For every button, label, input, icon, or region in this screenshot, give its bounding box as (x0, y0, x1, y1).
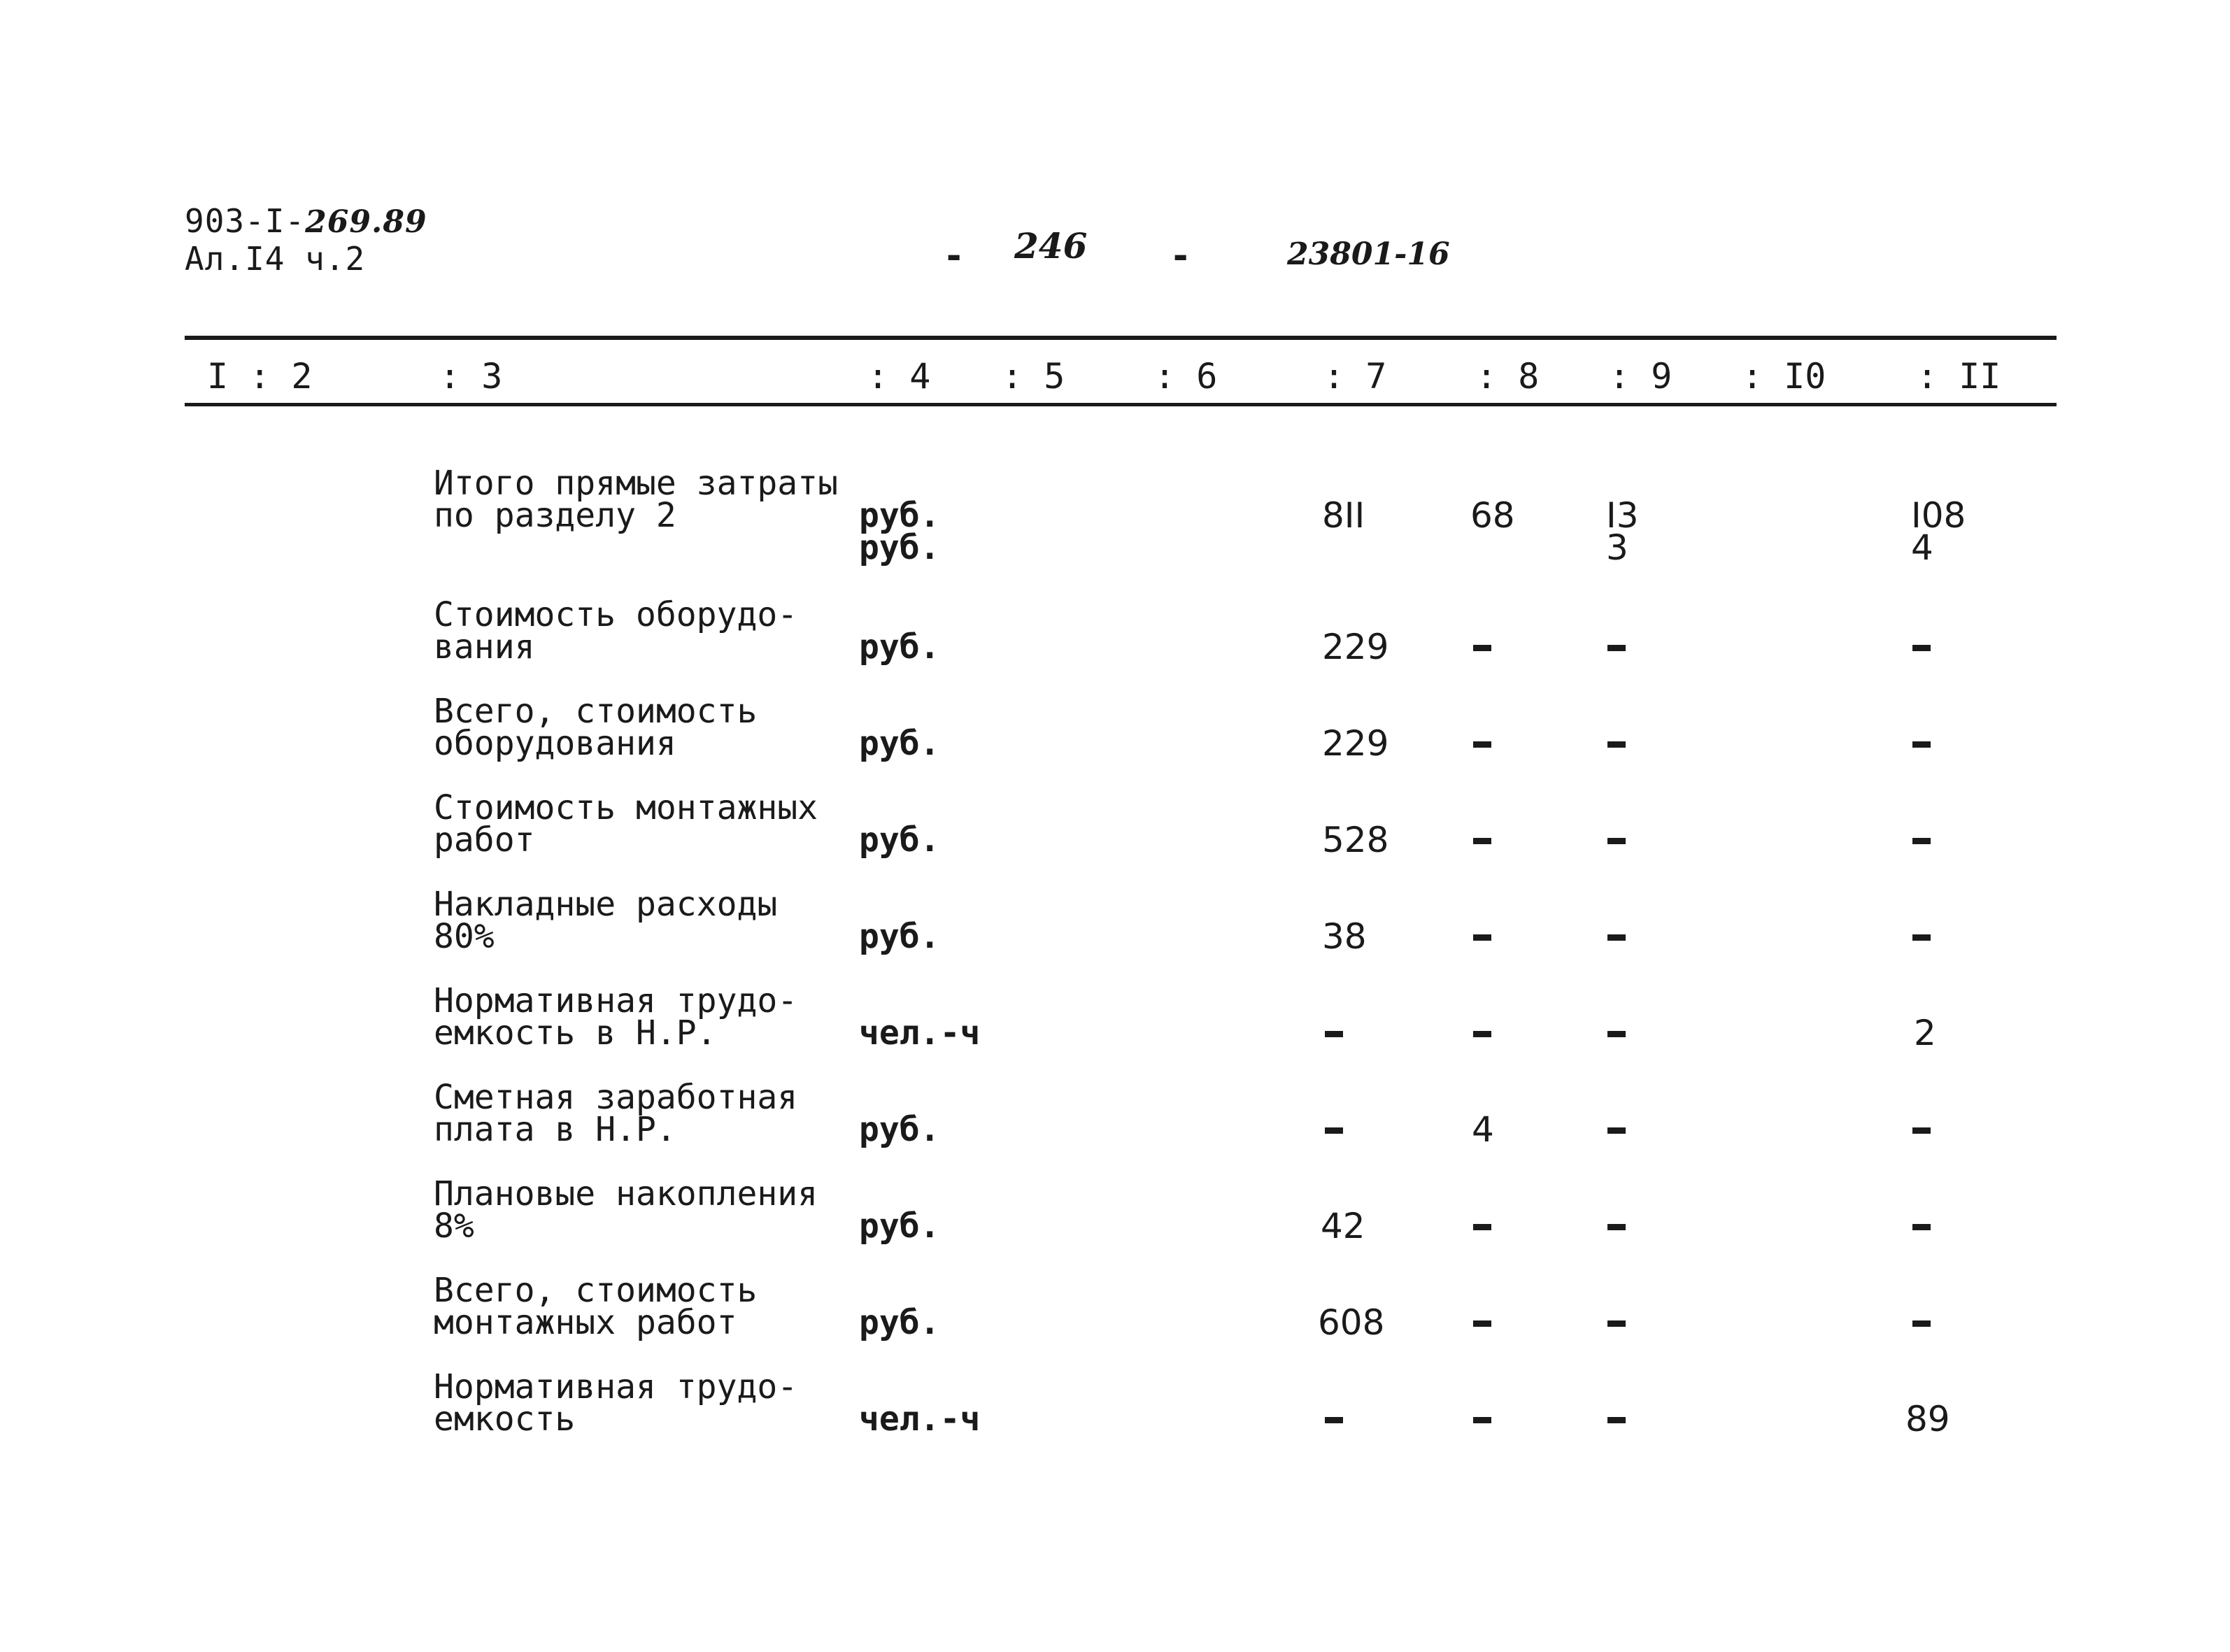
cell-col11-dash (1912, 838, 1931, 844)
cell-col8-dash (1473, 934, 1491, 941)
column-header-6: : 6 (1154, 356, 1218, 397)
cell-col9-dash (1607, 645, 1626, 651)
cell-col9-dash (1607, 838, 1626, 844)
row-unit: чел.-ч (859, 1013, 981, 1053)
page-number: 246 (1014, 225, 1088, 266)
document-number: 23801-16 (1287, 236, 1450, 272)
cell-col9-dash (1607, 934, 1626, 941)
table-row-label: Плановые накопления 8% (434, 1174, 818, 1246)
document-code-block (185, 203, 427, 277)
table-row-label: Стоимость монтажных работ (434, 788, 818, 860)
cell-col8-dash (1473, 741, 1491, 748)
header-dash-right: - (1170, 235, 1192, 277)
table-header-bottom-rule (185, 403, 2057, 406)
table-top-rule (185, 336, 2057, 340)
sheet-reference: Ал.I4 ч.2 (185, 240, 366, 278)
cell-col9-dash (1607, 1031, 1626, 1037)
column-header-1-2: I : 2 (207, 356, 313, 397)
document-code-printed: 903-I- (185, 202, 306, 240)
header-dash-left: - (943, 235, 965, 277)
row-unit: руб. (859, 724, 940, 763)
table-row-label: Накладные расходы 80% (434, 885, 778, 956)
cell-col8-dash (1473, 1224, 1491, 1230)
row-unit: руб. (859, 1206, 940, 1246)
table-row-label: Нормативная трудо- емкость в Н.Р. (434, 981, 798, 1053)
row-unit: руб. (859, 820, 940, 860)
column-header-11: : II (1917, 356, 2001, 397)
cell-col9-dash (1607, 741, 1626, 748)
cell-col8-dash (1473, 1320, 1491, 1327)
cell-col7: 42 (1321, 1206, 1365, 1246)
table-row-label: Сметная заработная плата в Н.Р. (434, 1078, 798, 1149)
cell-col7: 608 (1318, 1302, 1385, 1343)
column-header-7: : 7 (1323, 356, 1387, 397)
table-row-label: Итого прямые затраты по разделу 2 (434, 464, 838, 535)
cell-col11-dash (1912, 1127, 1931, 1134)
table-row-label: Всего, стоимость монтажных работ (434, 1271, 758, 1342)
cell-col7: 38 (1322, 916, 1367, 957)
cell-col9: I3 3 (1606, 495, 1639, 568)
cell-col7-dash (1325, 1417, 1343, 1423)
table-row-label: Всего, стоимость оборудования (434, 692, 758, 763)
cell-col8-dash (1473, 645, 1491, 651)
column-header-9: : 9 (1609, 356, 1672, 397)
cell-col11: 2 (1914, 1013, 1936, 1053)
cell-col7: 229 (1322, 627, 1389, 667)
cell-col8: 4 (1472, 1109, 1494, 1150)
row-unit: руб. (859, 627, 940, 667)
row-unit: руб. (859, 1110, 940, 1149)
column-header-8: : 8 (1476, 356, 1540, 397)
document-code (185, 203, 427, 241)
column-header-4: : 4 (867, 356, 931, 397)
cell-col7: 528 (1322, 820, 1389, 860)
cell-col8: 68 (1470, 495, 1515, 536)
cell-col7-dash (1325, 1031, 1343, 1037)
document-code-handwritten: 269.89 (305, 204, 427, 240)
row-unit: чел.-ч (859, 1400, 981, 1439)
column-header-5: : 5 (1002, 356, 1065, 397)
cell-col9-dash (1607, 1224, 1626, 1230)
table-row-label: Стоимость оборудо- вания (434, 595, 798, 667)
cell-col8-dash (1473, 838, 1491, 844)
cell-col9-dash (1607, 1127, 1626, 1134)
cell-col7: 229 (1322, 723, 1389, 764)
cell-col11: 89 (1905, 1399, 1950, 1439)
row-unit: руб. (859, 1303, 940, 1342)
row-unit: руб. (859, 917, 940, 956)
cell-col11-dash (1912, 1320, 1931, 1327)
column-header-3: : 3 (439, 356, 503, 397)
cell-col9-dash (1607, 1320, 1626, 1327)
cell-col8-dash (1473, 1031, 1491, 1037)
cell-col7: 8II (1322, 495, 1365, 536)
cell-col11: I08 4 (1911, 495, 1966, 568)
row-unit: руб. руб. (859, 496, 940, 567)
cell-col9-dash (1607, 1417, 1626, 1423)
cell-col8-dash (1473, 1417, 1491, 1423)
cell-col11-dash (1912, 1224, 1931, 1230)
cell-col11-dash (1912, 645, 1931, 651)
cell-col7-dash (1325, 1127, 1343, 1134)
column-header-10: : I0 (1742, 356, 1826, 397)
cell-col11-dash (1912, 741, 1931, 748)
cell-col11-dash (1912, 934, 1931, 941)
table-row-label: Нормативная трудо- емкость (434, 1367, 798, 1439)
